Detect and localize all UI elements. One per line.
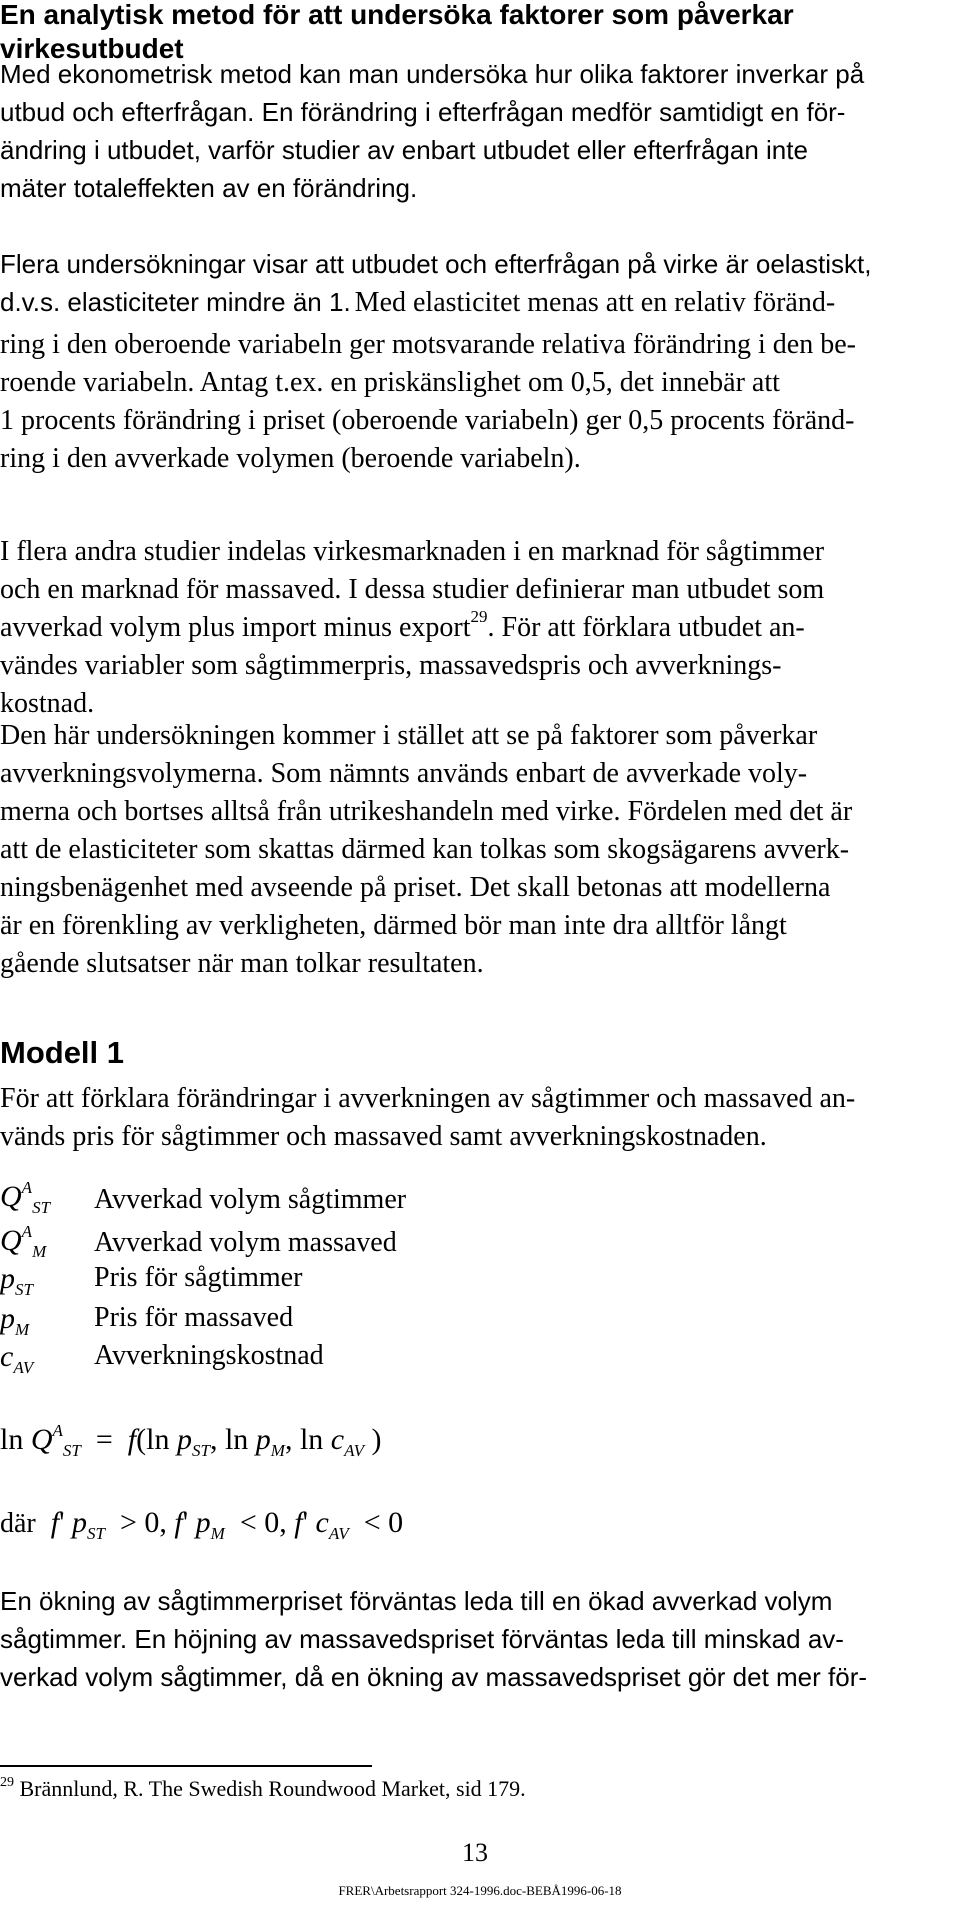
eq-symbol: p xyxy=(195,1506,211,1539)
text-segment: avverkad volym plus import minus export xyxy=(0,612,471,643)
document-footer: FRER\Arbetsrapport 324-1996.doc-BEBÅ1996-06-18 xyxy=(338,1883,622,1898)
text-line: ändring i utbudet, varför studier av enbart utbudet eller efterfrågan inte xyxy=(0,135,808,165)
eq-text: < 0 xyxy=(363,1506,404,1539)
eq-text: > 0, xyxy=(119,1506,167,1539)
eq-prime: ' xyxy=(182,1506,189,1539)
text-line: vändes variabler som sågtimmerpris, massavedspris och avverknings- xyxy=(0,650,782,681)
eq-symbol: c xyxy=(315,1506,329,1539)
eq-text: , ln xyxy=(209,1423,249,1456)
eq-subscript: M xyxy=(270,1441,285,1460)
text-segment: . För att förklara utbudet an- xyxy=(487,612,805,643)
text-segment: d.v.s. elasticiteter mindre än 1. xyxy=(0,287,351,317)
paragraph-intro xyxy=(0,55,950,207)
eq-symbol: Q xyxy=(30,1423,53,1456)
eq-subscript: M xyxy=(210,1524,225,1543)
text-line: vänds pris för sågtimmer och massaved samt avverkningskostnaden. xyxy=(0,1121,767,1152)
text-line: verkad volym sågtimmer, då en ökning av massavedspriset gör det mer för- xyxy=(0,1662,868,1692)
symbol-letter: Q xyxy=(0,1180,22,1213)
heading-line-1: En analytisk metod för att undersöka faktorer som påverkar xyxy=(0,0,794,30)
text-line: merna och bortses alltså från utrikeshandeln med virke. Fördelen med det är xyxy=(0,796,853,827)
eq-subscript: AV xyxy=(328,1524,349,1543)
symbol-subscript: AV xyxy=(13,1358,34,1377)
eq-ln: ln xyxy=(0,1423,24,1456)
text-line: ningsbenägenhet med avseende på priset. Det skall betonas att modellerna xyxy=(0,872,831,903)
paragraph-expectations xyxy=(0,1582,950,1696)
text-line: ring i den avverkade volymen (beroende variabeln). xyxy=(0,443,581,474)
variable-symbol xyxy=(0,1262,33,1299)
variable-description: Pris för massaved xyxy=(94,1302,294,1333)
text-line: är en förenkling av verkligheten, därmed bör man inte dra alltför långt xyxy=(0,910,787,941)
variable-symbol xyxy=(0,1302,30,1339)
eq-text: , ln xyxy=(284,1423,324,1456)
eq-text: ) xyxy=(371,1423,382,1456)
symbol-subscript: ST xyxy=(15,1280,33,1299)
eq-function: f xyxy=(50,1506,60,1539)
eq-subscript: ST xyxy=(191,1441,210,1460)
eq-symbol: p xyxy=(176,1423,192,1456)
eq-superscript: A xyxy=(52,1421,63,1440)
symbol-subscript: M xyxy=(32,1242,47,1261)
paragraph-this-study xyxy=(0,717,950,983)
page-number: 13 xyxy=(462,1838,488,1867)
symbol-letter: p xyxy=(0,1262,15,1295)
eq-prime: ' xyxy=(59,1506,65,1539)
eq-text: där xyxy=(0,1508,36,1539)
section-title: Modell 1 xyxy=(0,1035,125,1070)
symbol-superscript: A xyxy=(21,1222,33,1241)
text-line: gående slutsatser när man tolkar resultaten. xyxy=(0,948,484,979)
text-line: att de elasticiteter som skattas därmed kan tolkas som skogsägarens avverk- xyxy=(0,834,850,865)
text-line: avverkningsvolymerna. Som nämnts används enbart de avverkade voly- xyxy=(0,758,808,789)
text-line: utbud och efterfrågan. En förändring i efterfrågan medför samtidigt en för- xyxy=(0,97,846,127)
eq-text: < 0, xyxy=(239,1506,287,1539)
variable-symbol xyxy=(0,1222,47,1261)
text-line-with-footnote xyxy=(0,609,950,647)
paragraph-elasticity xyxy=(0,245,950,478)
eq-function: f xyxy=(174,1506,183,1539)
eq-symbol: c xyxy=(330,1423,345,1456)
eq-subscript: ST xyxy=(62,1441,81,1460)
text-line: En ökning av sågtimmerpriset förväntas leda till en ökad avverkad volym xyxy=(0,1586,833,1616)
footnote xyxy=(0,1776,526,1802)
eq-function: f xyxy=(127,1423,137,1456)
equation-conditions xyxy=(0,1506,404,1543)
text-line: och en marknad för massaved. I dessa studier definierar man utbudet som xyxy=(0,574,825,605)
text-line: sågtimmer. En höjning av massavedspriset förväntas leda till minskad av- xyxy=(0,1624,844,1654)
eq-prime: ' xyxy=(302,1506,308,1539)
text-line: I flera andra studier indelas virkesmarknaden i en marknad för sågtimmer xyxy=(0,536,825,567)
symbol-letter: Q xyxy=(0,1224,22,1257)
variable-symbol xyxy=(0,1340,34,1377)
paragraph-studies xyxy=(0,533,950,723)
footnote-separator xyxy=(0,1765,372,1767)
variable-description: Avverkad volym massaved xyxy=(94,1227,397,1258)
text-line: roende variabeln. Antag t.ex. en priskänslighet om 0,5, det innebär att xyxy=(0,367,780,398)
eq-symbol: p xyxy=(255,1423,271,1456)
text-line: mäter totaleffekten av en förändring. xyxy=(0,173,418,203)
symbol-subscript: ST xyxy=(32,1198,51,1217)
footnote-text: Brännlund, R. The Swedish Roundwood Market, sid 179. xyxy=(14,1776,526,1801)
text-line: ring i den oberoende variabeln ger motsvarande relativa förändring i den be- xyxy=(0,329,856,360)
variable-description: Avverkad volym sågtimmer xyxy=(94,1184,407,1215)
text-line: För att förklara förändringar i avverkningen av sågtimmer och massaved an- xyxy=(0,1083,856,1114)
text-line-mixed xyxy=(0,283,950,326)
symbol-subscript: M xyxy=(15,1320,30,1339)
text-line: 1 procents förändring i priset (oberoende variabeln) ger 0,5 procents föränd- xyxy=(0,405,855,436)
text-line: Flera undersökningar visar att utbudet och efterfrågan på virke är oelastiskt, xyxy=(0,249,872,279)
variable-description: Avverkningskostnad xyxy=(94,1340,324,1371)
eq-subscript: AV xyxy=(344,1441,365,1460)
equation-model xyxy=(0,1421,382,1460)
eq-equals: = xyxy=(95,1423,113,1456)
eq-subscript: ST xyxy=(87,1524,105,1543)
heading-line-2: virkesutbudet xyxy=(0,33,184,64)
symbol-letter: p xyxy=(0,1302,15,1335)
eq-function: f xyxy=(294,1506,303,1539)
footnote-number: 29 xyxy=(0,1775,14,1790)
text-line: Med ekonometrisk metod kan man undersöka hur olika faktorer inverkar på xyxy=(0,59,865,89)
paragraph-model-intro xyxy=(0,1080,950,1156)
text-line: Den här undersökningen kommer i stället att se på faktorer som påverkar xyxy=(0,720,818,751)
symbol-superscript: A xyxy=(21,1178,33,1197)
eq-symbol: p xyxy=(72,1506,88,1539)
text-segment: Med elasticitet menas att en relativ föränd- xyxy=(354,287,836,318)
symbol-letter: c xyxy=(0,1340,14,1373)
variable-symbol xyxy=(0,1178,51,1217)
text-line: kostnad. xyxy=(0,688,95,719)
eq-text: (ln xyxy=(136,1423,170,1456)
variable-description: Pris för sågtimmer xyxy=(94,1262,303,1293)
footnote-reference[interactable]: 29 xyxy=(470,607,488,626)
